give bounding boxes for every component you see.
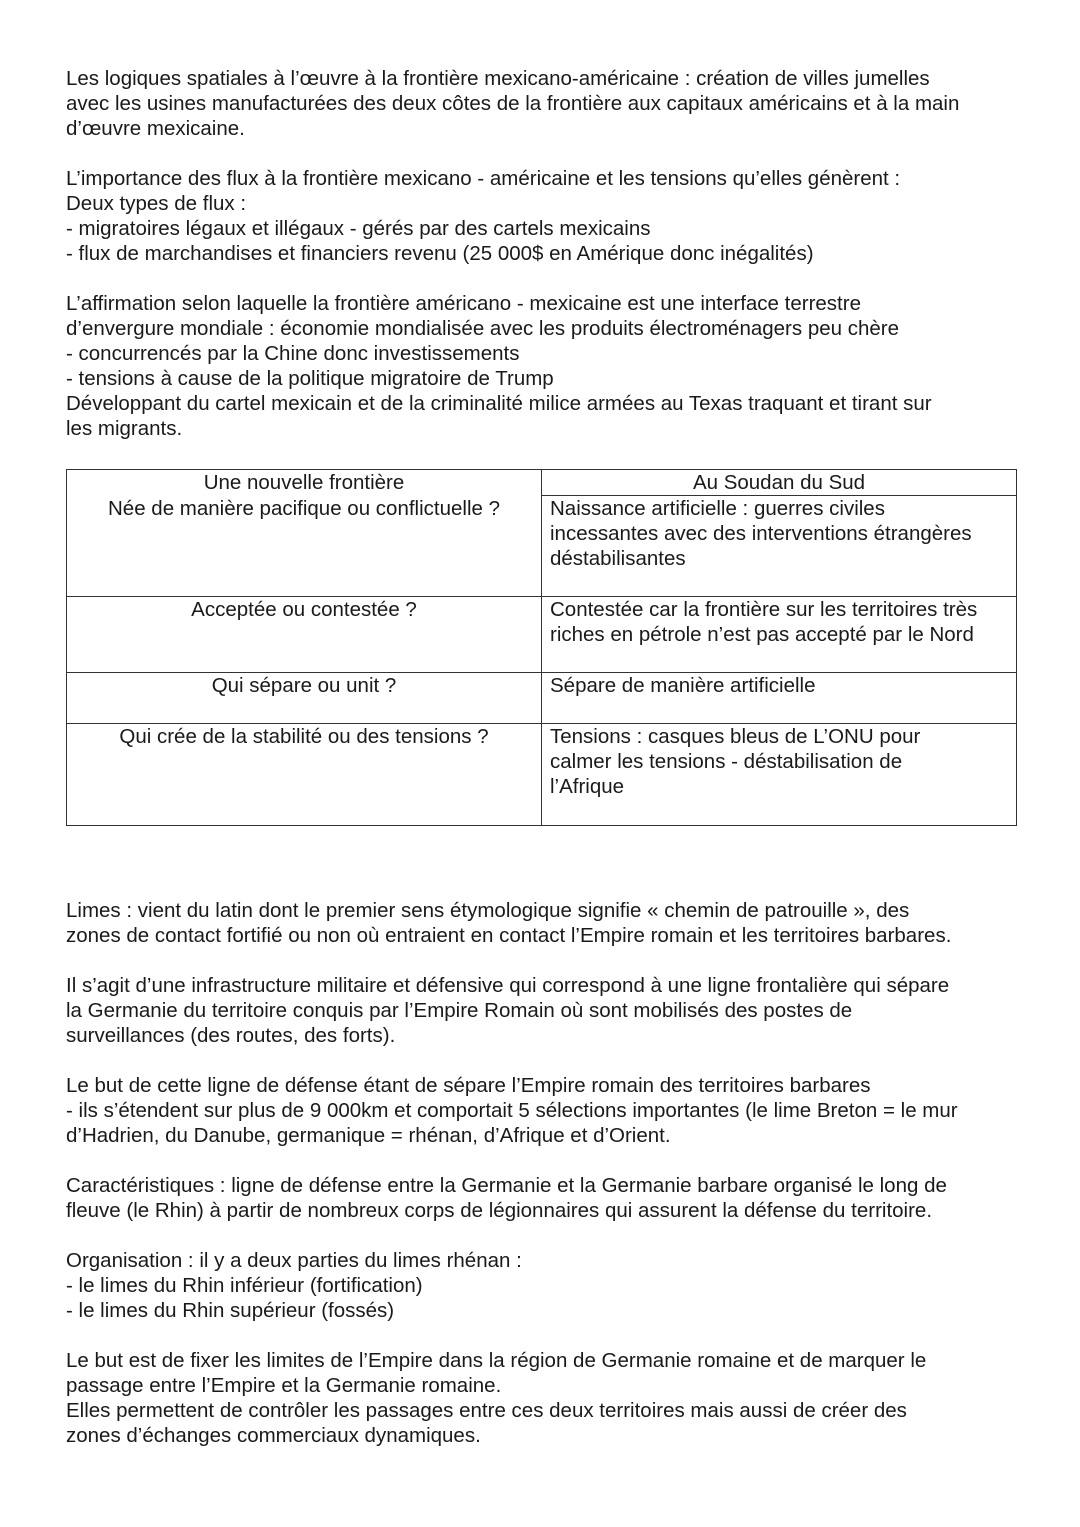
answer-line: Naissance artificielle : guerres civiles — [550, 497, 885, 520]
paragraph — [66, 1248, 1026, 1323]
answer-line: riches en pétrole n’est pas accepté par le Nord — [550, 623, 974, 646]
paragraph — [66, 1073, 1026, 1148]
paragraph — [66, 1348, 1026, 1448]
text-line: Développant du cartel mexicain et de la criminalité milice armées au Texas traquant et tirant sur — [66, 392, 932, 415]
table-question-cell: Qui sépare ou unit ? — [67, 673, 542, 724]
text-line: - concurrencés par la Chine donc investissements — [66, 342, 520, 365]
text-line: Le but de cette ligne de défense étant de sépare l’Empire romain des territoires barbares — [66, 1074, 871, 1097]
table-header-right: Au Soudan du Sud — [542, 470, 1017, 496]
text-line: - flux de marchandises et financiers revenu (25 000$ en Amérique donc inégalités) — [66, 242, 814, 265]
text-line: - le limes du Rhin inférieur (fortification) — [66, 1274, 423, 1297]
paragraph — [66, 898, 1026, 948]
text-line: Deux types de flux : — [66, 192, 247, 215]
paragraph — [66, 66, 1016, 141]
text-line: fleuve (le Rhin) à partir de nombreux corps de légionnaires qui assurent la défense du territoire. — [66, 1199, 933, 1222]
text-line: - migratoires légaux et illégaux - gérés par des cartels mexicains — [66, 217, 651, 240]
text-line: d’œuvre mexicaine. — [66, 117, 245, 140]
text-line: - ils s’étendent sur plus de 9 000km et comportait 5 sélections importantes (le lime Breton = le mur — [66, 1099, 958, 1122]
document-page — [66, 66, 1016, 826]
text-line: L’affirmation selon laquelle la frontière américano - mexicaine est une interface terrestre — [66, 292, 861, 315]
answer-line: Tensions : casques bleus de L’ONU pour — [550, 725, 921, 748]
answer-line: Sépare de manière artificielle — [550, 674, 816, 697]
text-line: Limes : vient du latin dont le premier sens étymologique signifie « chemin de patrouille », des — [66, 899, 910, 922]
text-line: Il s’agit d’une infrastructure militaire et défensive qui correspond à une ligne frontalière qui sépare — [66, 974, 950, 997]
text-line: les migrants. — [66, 417, 183, 440]
frontier-table — [66, 469, 1017, 826]
paragraph — [66, 166, 1016, 266]
table-row — [67, 673, 1017, 724]
answer-line: Contestée car la frontière sur les territoires très — [550, 598, 978, 621]
table-answer-cell — [542, 724, 1017, 826]
table-question-cell: Acceptée ou contestée ? — [67, 597, 542, 673]
paragraph-gap — [66, 948, 1026, 973]
intro-section — [66, 66, 1016, 466]
text-line: Les logiques spatiales à l’œuvre à la frontière mexicano-américaine : création de villes jumelles — [66, 67, 930, 90]
text-line: surveillances (des routes, des forts). — [66, 1024, 396, 1047]
text-line: Elles permettent de contrôler les passages entre ces deux territoires mais aussi de créer des — [66, 1399, 907, 1422]
text-line: d’Hadrien, du Danube, germanique = rhénan, d’Afrique et d’Orient. — [66, 1124, 671, 1147]
paragraph — [66, 973, 1026, 1048]
table-row — [67, 496, 1017, 597]
table-question-cell: Née de manière pacifique ou conflictuelle ? — [67, 496, 542, 597]
answer-line: déstabilisantes — [550, 547, 686, 570]
text-line: Le but est de fixer les limites de l’Empire dans la région de Germanie romaine et de marquer le — [66, 1349, 927, 1372]
table-row — [67, 597, 1017, 673]
text-line: Organisation : il y a deux parties du limes rhénan : — [66, 1249, 522, 1272]
limes-section — [66, 898, 1026, 1448]
text-line: Caractéristiques : ligne de défense entre la Germanie et la Germanie barbare organisé le long de — [66, 1174, 947, 1197]
paragraph-gap — [66, 1048, 1026, 1073]
paragraph-gap — [66, 1148, 1026, 1173]
text-line: la Germanie du territoire conquis par l’Empire Romain où sont mobilisés des postes de — [66, 999, 853, 1022]
paragraph-gap — [66, 1323, 1026, 1348]
paragraph — [66, 1173, 1026, 1223]
paragraph-gap — [66, 1223, 1026, 1248]
paragraph-gap — [66, 266, 1016, 291]
answer-line: calmer les tensions - déstabilisation de — [550, 750, 903, 773]
answer-line: l’Afrique — [550, 775, 625, 798]
text-line: d’envergure mondiale : économie mondialisée avec les produits électroménagers peu chère — [66, 317, 900, 340]
table-row — [67, 724, 1017, 826]
paragraph-gap — [66, 141, 1016, 166]
text-line: passage entre l’Empire et la Germanie romaine. — [66, 1374, 502, 1397]
paragraph-gap — [66, 441, 1016, 466]
table-answer-cell — [542, 496, 1017, 597]
table-header-left: Une nouvelle frontière — [67, 470, 542, 496]
text-line: zones de contact fortifié ou non où entraient en contact l’Empire romain et les territoires barbares. — [66, 924, 952, 947]
table-question-cell: Qui crée de la stabilité ou des tensions ? — [67, 724, 542, 826]
text-line: avec les usines manufacturées des deux côtes de la frontière aux capitaux américains et à la main — [66, 92, 960, 115]
answer-line: incessantes avec des interventions étrangères — [550, 522, 972, 545]
table-answer-cell — [542, 673, 1017, 724]
table-answer-cell — [542, 597, 1017, 673]
text-line: - tensions à cause de la politique migratoire de Trump — [66, 367, 554, 390]
text-line: - le limes du Rhin supérieur (fossés) — [66, 1299, 395, 1322]
text-line: L’importance des flux à la frontière mexicano - américaine et les tensions qu’elles génèrent : — [66, 167, 901, 190]
paragraph — [66, 291, 1016, 441]
text-line: zones d’échanges commerciaux dynamiques. — [66, 1424, 481, 1447]
table-header-row — [67, 470, 1017, 496]
